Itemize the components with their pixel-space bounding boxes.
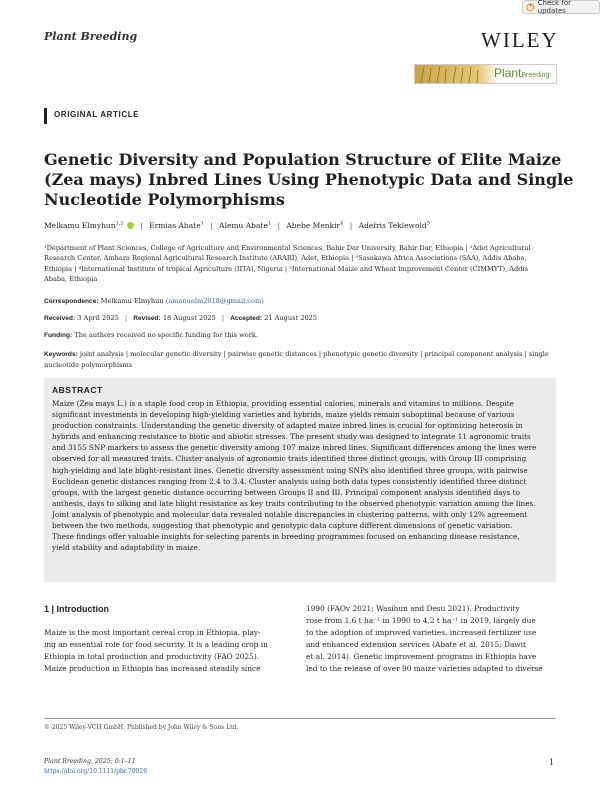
footer-journal-ref: Plant Breeding, 2025; 0:1–11	[44, 758, 136, 765]
banner-title: Plant	[494, 66, 522, 80]
author-link[interactable]: Ermias Abate$^1$	[149, 220, 204, 230]
keywords: Keywords: joint analysis | molecular genetic diversity | pairwise genetic distances | phenotypic genetic diversity | principal component analysis | single nucleotide polymorphisms	[44, 350, 549, 369]
email-link[interactable]: (amanuelm2018@gmail.com)	[165, 297, 264, 305]
journal-banner	[414, 64, 557, 84]
title-line: Nucleotide Polymorphisms	[44, 190, 285, 209]
abstract-heading: ABSTRACT	[52, 385, 103, 395]
title-line: (Zea mays) Inbred Lines Using Phenotypic Data and Single	[44, 170, 574, 189]
author-list: Melkamu Elmyhun$^{1,2}$ | Ermias Abate$^1$ | Alemu Abate$^1$ | Abebe Menkir$^4$ | Adefris Teklewold$^5$	[44, 220, 430, 230]
intro-right-column: 1990 (FAOv 2021; Wasihun and Desu 2021). Productivity rose from 1.6 t ha⁻¹ in 1990 to 4.2 t ha⁻¹ in 2019, largely due to the adoption of improved varieties, increased fertilizer use and enhanced extension services (Abate et al. 2015; Dawit et al. 2014). Genetic improvement programs in Ethiopia have led to the release of over 90 maize varieties adapted to diverse	[306, 604, 543, 673]
article-dates: Received: 3 April 2025 | Revised: 18 August 2025 | Accepted: 21 August 2025	[44, 314, 318, 322]
author-link[interactable]: Alemu Abate$^1$	[219, 220, 272, 230]
affiliation-line: Research Center, Amhara Regional Agricultural Research Institute (ARARI), Adet, Ethiopia | ³Sasakawa Africa Associations (SAA), Addis Ababa,	[44, 254, 527, 263]
author-link[interactable]: Adefris Teklewold$^5$	[358, 220, 430, 230]
title-line: Genetic Diversity and Population Structure of Elite Maize	[44, 150, 562, 169]
correspondence: Correspondence: Melkamu Elmyhun (amanuelm2018@gmail.com)	[44, 297, 264, 305]
refresh-icon	[526, 3, 535, 12]
affiliation-line: Ababa, Ethiopia	[44, 274, 98, 283]
footer-divider	[44, 718, 556, 719]
affiliation-line: Ethiopia | ⁴International Institute of tropical Agriculture (IITA), Nigeria | ⁵International Maize and Wheat Improvement Center (CIMMYT), Addis	[44, 264, 528, 273]
article-type: ORIGINAL ARTICLE	[54, 110, 140, 119]
author-link[interactable]: Melkamu Elmyhun$^{1,2}$	[44, 220, 124, 230]
page-number: 1	[549, 758, 555, 767]
abstract-text: Maize (Zea mays L.) is a staple food crop in Ethiopia, providing essential calories, minerals and vitamins to millions. Despite significant investments in developing high-yielding varieties and hybrids, maize yields remain suboptimal because of various production constraints. Understanding the genetic diversity of adapted maize inbred lines is crucial for optimizing heterosis in hybrids and enhancing resistance to biotic and abiotic stresses. The present study was designed to integrate 11 agronomic traits and 3155 SNP markers to assess the genetic diversity among 107 maize inbred lines. Significant differences among the lines were observed for all measured traits. Cluster analysis of agronomic traits identified three distinct groups, with Group III comprising high-yielding and late blight-resistant lines. Genetic diversity assessment using SNPs also identified three groups, with pairwise Euclidean genetic distances ranging from 2.4 to 3.4. Cluster analysis using both data types consistently identified three distinct groups, with the largest genetic distance occurring between Groups II and III. Principal component analysis identified days to anthesis, days to silking and late blight resistance as key traits contributing to the observed phenotypic variation among the lines. Joint analysis of phenotypic and molecular data revealed notable discrepancies in clustering patterns, with only 12% agreement between the two methods, suggesting that phenotypic and genotypic data capture different dimensions of genetic variation. These findings offer valuable insights for selecting parents in breeding programmes focused on enhancing disease resistance, yield stability and adaptability in maize.	[52, 399, 537, 553]
journal-name: Plant Breeding	[44, 30, 138, 43]
publisher-logo: WILEY	[481, 28, 559, 52]
orcid-icon[interactable]	[127, 222, 134, 229]
banner-subtitle: Breeding	[521, 72, 550, 79]
article-title	[44, 150, 574, 210]
check-updates-label: Check for updates	[537, 0, 572, 15]
author-link[interactable]: Abebe Menkir$^4$	[286, 220, 344, 230]
intro-left-column: Maize is the most important cereal crop in Ethiopia, play- ing an essential role for food security. It is a leading crop in Ethiopia in total production and productivity (FAO 2025). Maize production in Ethiopia has increased steadily since	[44, 628, 268, 673]
section-heading-introduction: 1 | Introduction	[44, 604, 110, 614]
copyright: © 2025 Wiley-VCH GmbH. Published by John Wiley & Sons Ltd.	[44, 724, 239, 731]
article-type-bar	[44, 108, 47, 124]
affiliations	[44, 243, 569, 284]
affiliation-line: ¹Department of Plant Sciences, College of Agriculture and Environmental Sciences, Bahir Dar University, Bahir Dar, Ethiopia | ²Adet Agricultural	[44, 244, 531, 252]
check-for-updates-button[interactable]	[522, 0, 600, 14]
funding-statement: Funding: The authors received no specific funding for this work.	[44, 331, 258, 339]
doi-link[interactable]: https://doi.org/10.1111/pbr.70026	[44, 768, 148, 775]
